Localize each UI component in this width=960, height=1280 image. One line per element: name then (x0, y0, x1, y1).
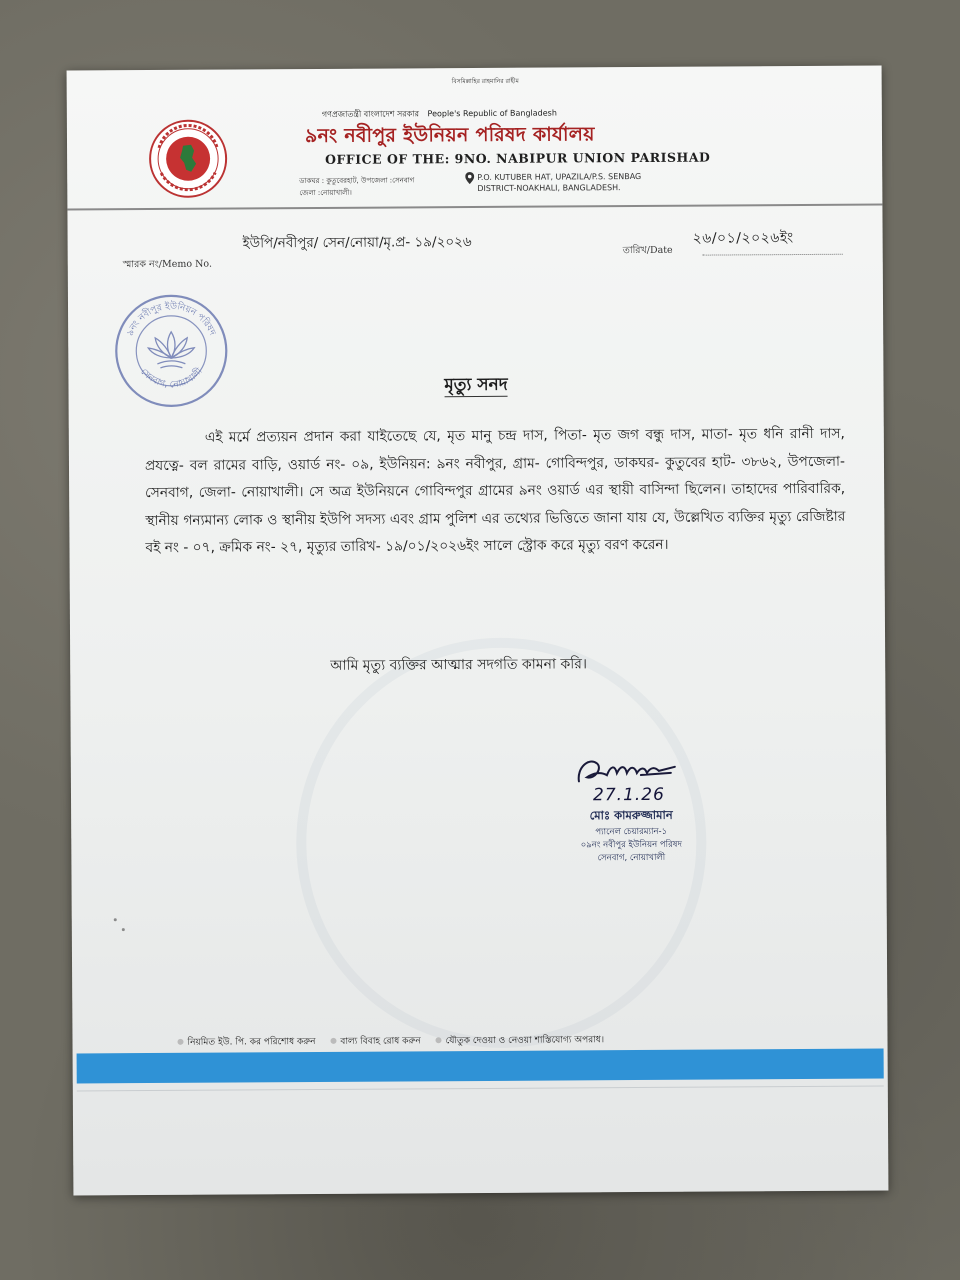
certificate-paper (67, 66, 889, 1196)
footer-slogans (177, 1032, 616, 1050)
signatory-stamp (531, 806, 731, 865)
certificate-body: এই মর্মে প্রত্যয়ন প্রদান করা যাইতেছে যে, মৃত মানু চন্দ্র দাস, পিতা- মৃত জগ বন্ধু দাস, মাতা- মৃত ধনি রানী দাস, প্রযত্নে- বল রামের বাড়ি, ওয়ার্ড নং- ০৯, ইউনিয়ন: ৯নং নবীপুর, গ্রাম- গোবিন্দপুর, ডাকঘর- কুতুবের হাট- ৩৮৬২, উপজেলা- সেনবাগ, জেলা- নোয়াখালী। সে অত্র ইউনিয়নে গোবিন্দপুর গ্রামের ৯নং ওয়ার্ড এর স্থায়ী বাসিন্দা ছিলেন। তাহাদের পারিবারিক, স্থানীয় গন্যমান্য লোক ও স্থানীয় ইউপি সদস্য এবং গ্রাম পুলিশ এর তথ্যের ভিত্তিতে জানা যায় যে, উল্লেখিত ব্যক্তির মৃত্যু রেজিষ্টার বই নং - ০৭, ক্রমিক নং- ২৭, মৃত্যুর তারিখ- ১৯/০১/২০২৬ইং সালে স্ট্রোক করে মৃত্যু বরণ করেন। (144, 425, 846, 557)
top-caption: বিসমিল্লাহির রাহমানির রাহীম (451, 77, 519, 86)
government-seal-icon (147, 118, 229, 200)
gov-en: People's Republic of Bangladesh (427, 108, 557, 119)
memo-label: স্মারক নং/Memo No. (122, 258, 212, 271)
address-bn (299, 174, 414, 199)
memo-number: ইউপি/নবীপুর/ সেন/নোয়া/মৃ.প্র- ১৯/২০২৬ (242, 234, 472, 252)
signatory-name: মোঃ কামরুজ্জামান (589, 807, 673, 823)
address-en-line-1: P.O. KUTUBER HAT, UPAZILA/P.S. SENBAG (477, 171, 642, 182)
date-value: ২৬/০১/২০২৬ইং (692, 230, 794, 247)
address-en-line-2: DISTRICT-NOAKHALI, BANGLADESH. (477, 183, 621, 193)
closing-line: আমি মৃত্যু ব্যক্তির আত্মার সদগতি কামনা করি। (330, 656, 587, 674)
seal-text-top: ৯নং নবীপুর ইউনিয়ন পরিষদ (125, 301, 217, 338)
document-title-text: মৃত্যু সনদ (444, 374, 508, 396)
gov-bn: গণপ্রজাতন্ত্রী বাংলাদেশ সরকার (321, 109, 419, 119)
address-bn-line-2: জেলা :নোয়াখালী। (299, 188, 352, 198)
slogan-1: নিয়মিত ইউ. পি. কর পরিশোধ করুন (177, 1037, 315, 1048)
location-pin-icon (465, 172, 474, 184)
signatory-location: সেনবাগ, নোয়াখালী (597, 852, 666, 864)
seal-text-bottom: সেনবাগ, নোয়াখালী (138, 366, 205, 391)
footer-rule (77, 1086, 884, 1092)
address-en (477, 171, 641, 194)
paper-speck (122, 928, 125, 931)
address-bn-line-1: ডাকঘর : কুতুবেরহাট, উপজেলা :সেনবাগ (299, 176, 415, 186)
signatory-office: ০৯নং নবীপুর ইউনিয়ন পরিষদ (580, 839, 682, 851)
signature-date: 27.1.26 (592, 784, 665, 806)
office-title-en: OFFICE OF THE: 9NO. NABIPUR UNION PARISHAD (325, 149, 711, 167)
header-divider (67, 204, 882, 211)
office-title-bn: ৯নং নবীপুর ইউনিয়ন পরিষদ কার্যালয় (304, 123, 595, 148)
date-label: তারিখ/Date (622, 244, 673, 257)
slogan-2: বাল্য বিবাহ রোধ করুন (330, 1036, 420, 1047)
date-underline (703, 254, 843, 256)
footer-blue-band (77, 1049, 884, 1084)
paper-speck (114, 918, 117, 921)
slogan-3: যৌতুক দেওয়া ও নেওয়া শাস্তিযোগ্য অপরাধ। (436, 1035, 605, 1046)
signatory-designation: প্যানেল চেয়ারম্যান-১ (595, 826, 668, 838)
document-title (68, 370, 883, 403)
